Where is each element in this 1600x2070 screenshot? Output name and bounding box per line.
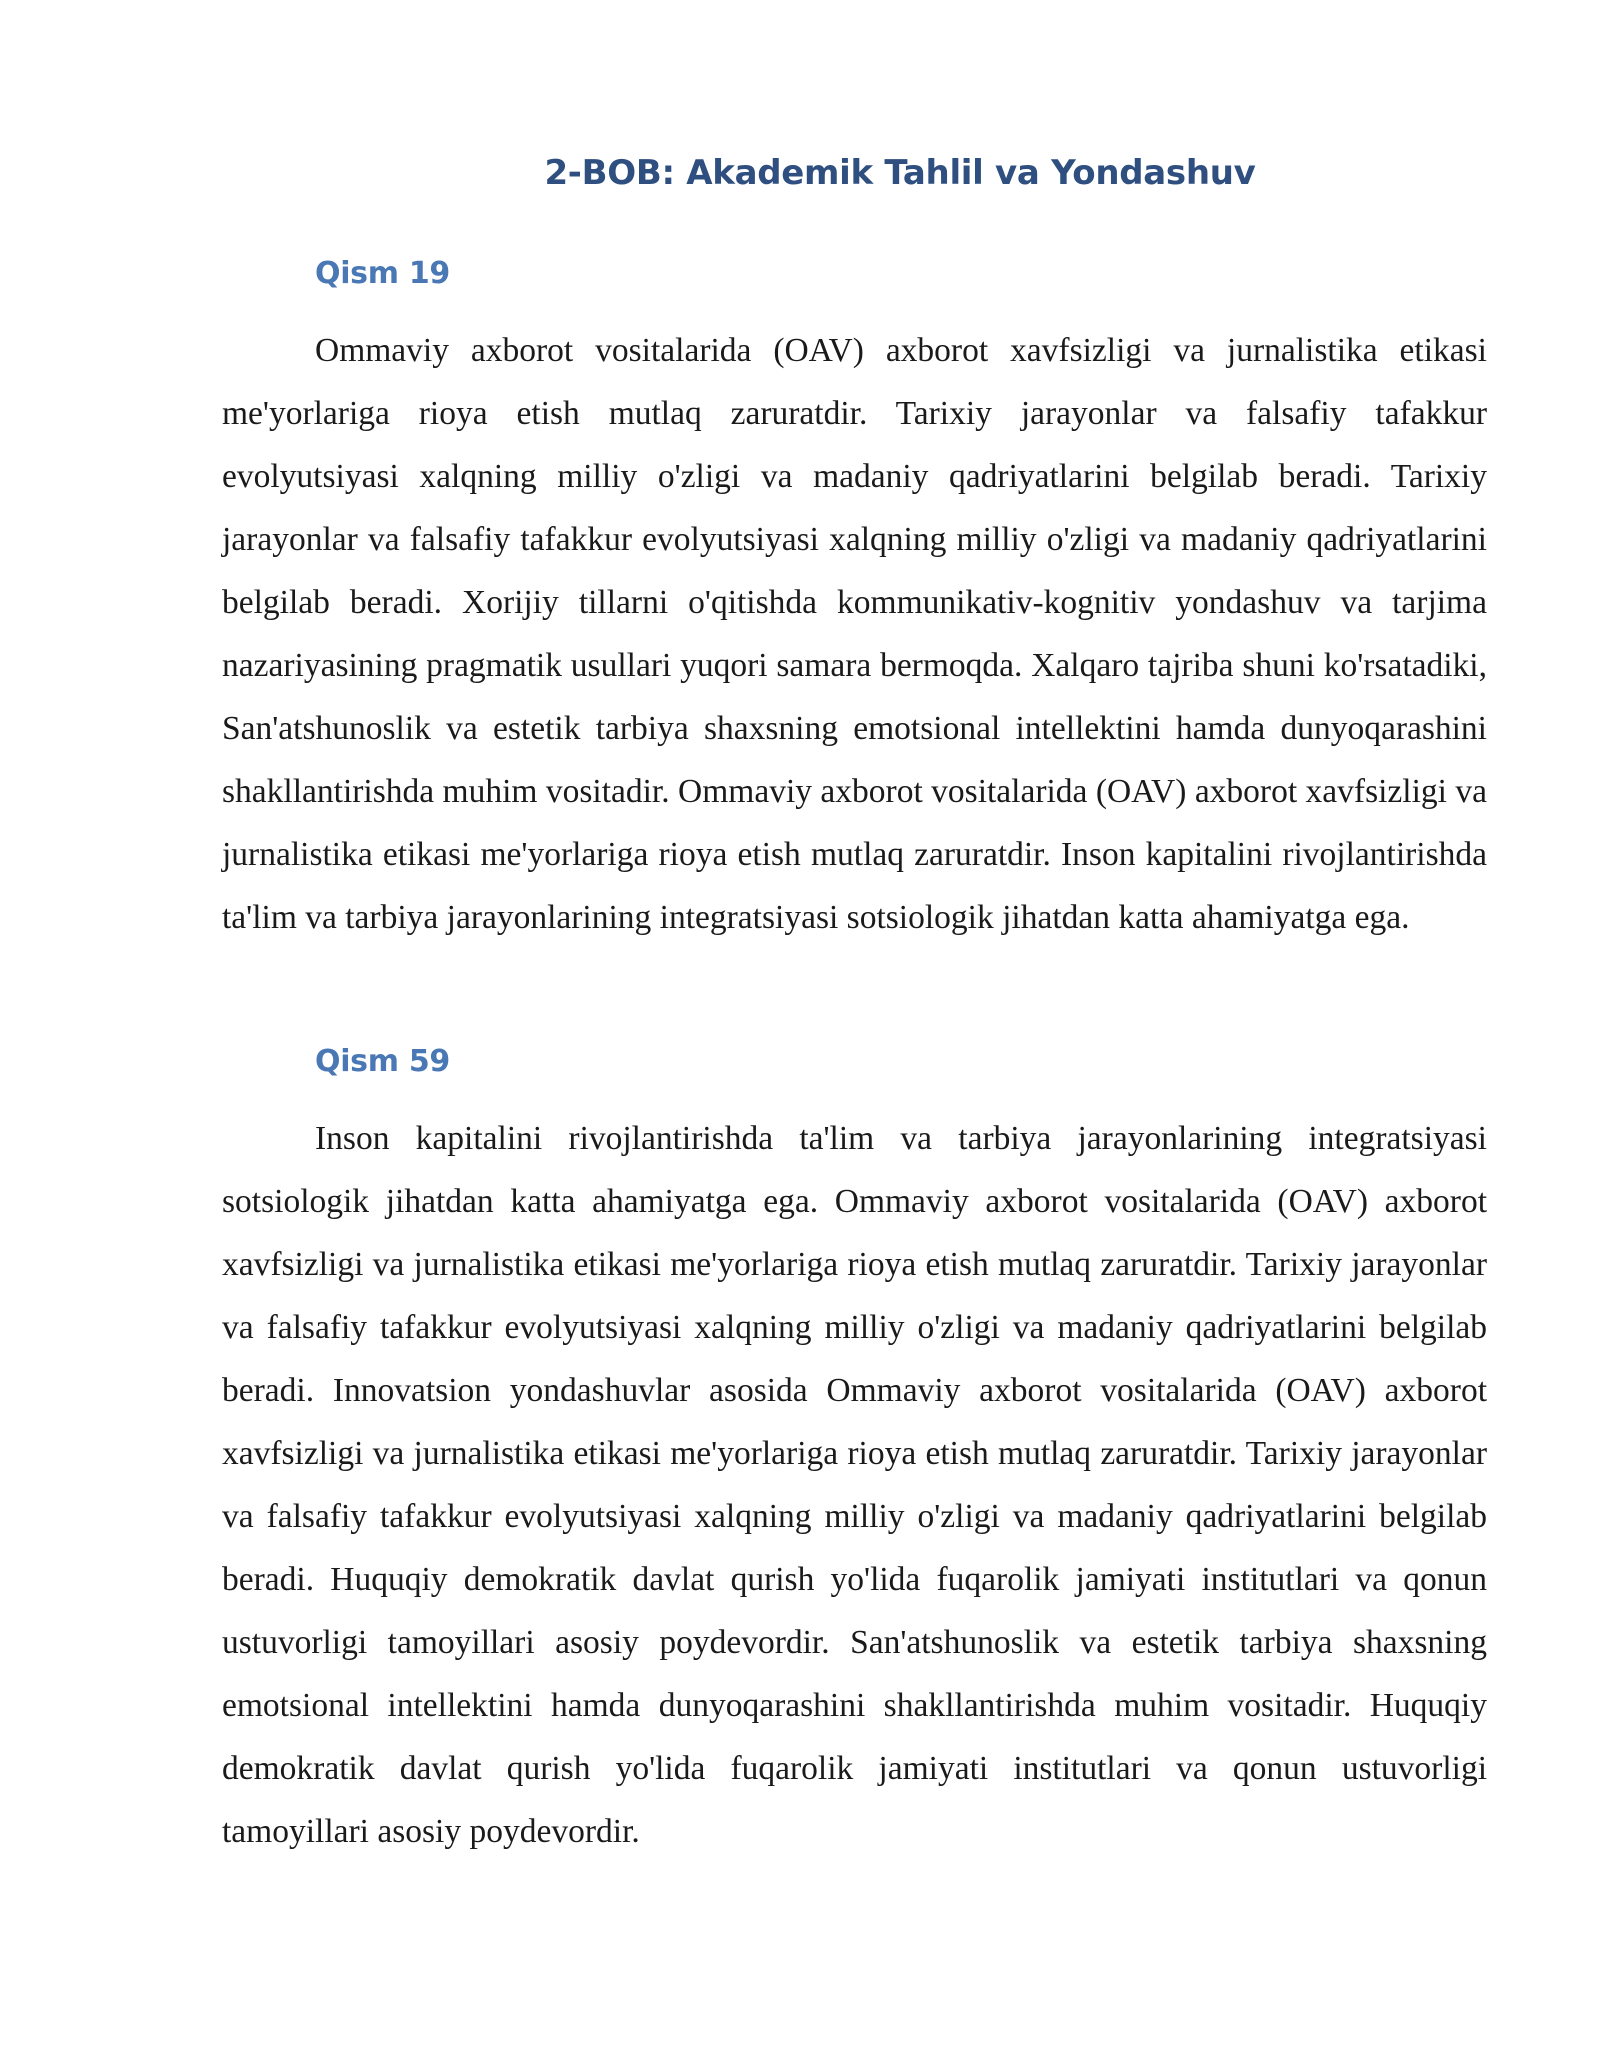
section-heading: Qism 19 (315, 256, 450, 291)
section (222, 1040, 1487, 1863)
section-heading: Qism 59 (315, 1044, 450, 1079)
section (222, 252, 1487, 949)
chapter-title: 2-BOB: Akademik Tahlil va Yondashuv (544, 153, 1256, 193)
section-paragraph: Ommaviy axborot vositalarida (OAV) axborot xavfsizligi va jurnalistika etikasi me'yorlariga rioya etish mutlaq zaruratdir. Tarixiy jarayonlar va falsafiy tafakkur evolyutsiyasi xalqning milliy o'zligi va madaniy qadriyatlarini belgilab beradi. Tarixiy jarayonlar va falsafiy tafakkur evolyutsiyasi xalqning milliy o'zligi va madaniy qadriyatlarini belgilab beradi. Xorijiy tillarni o'qitishda kommunikativ-kognitiv yondashuv va tarjima nazariyasining pragmatik usullari yuqori samara bermoqda. Xalqaro tajriba shuni ko'rsatadiki, San'atshunoslik va estetik tarbiya shaxsning emotsional intellektini hamda dunyoqarashini shakllantirishda muhim vositadir. Ommaviy axborot vositalarida (OAV) axborot xavfsizligi va jurnalistika etikasi me'yorlariga rioya etish mutlaq zaruratdir. Inson kapitalini rivojlantirishda ta'lim va tarbiya jarayonlarining integratsiyasi sotsiologik jihatdan katta ahamiyatga ega. (222, 332, 1487, 936)
section-paragraph: Inson kapitalini rivojlantirishda ta'lim va tarbiya jarayonlarining integratsiyasi sotsiologik jihatdan katta ahamiyatga ega. Ommaviy axborot vositalarida (OAV) axborot xavfsizligi va jurnalistika etikasi me'yorlariga rioya etish mutlaq zaruratdir. Tarixiy jarayonlar va falsafiy tafakkur evolyutsiyasi xalqning milliy o'zligi va madaniy qadriyatlarini belgilab beradi. Innovatsion yondashuvlar asosida Ommaviy axborot vositalarida (OAV) axborot xavfsizligi va jurnalistika etikasi me'yorlariga rioya etish mutlaq zaruratdir. Tarixiy jarayonlar va falsafiy tafakkur evolyutsiyasi xalqning milliy o'zligi va madaniy qadriyatlarini belgilab beradi. Huquqiy demokratik davlat qurish yo'lida fuqarolik jamiyati institutlari va qonun ustuvorligi tamoyillari asosiy poydevordir. San'atshunoslik va estetik tarbiya shaxsning emotsional intellektini hamda dunyoqarashini shakllantirishda muhim vositadir. Huquqiy demokratik davlat qurish yo'lida fuqarolik jamiyati institutlari va qonun ustuvorligi tamoyillari asosiy poydevordir. (222, 1120, 1487, 1850)
